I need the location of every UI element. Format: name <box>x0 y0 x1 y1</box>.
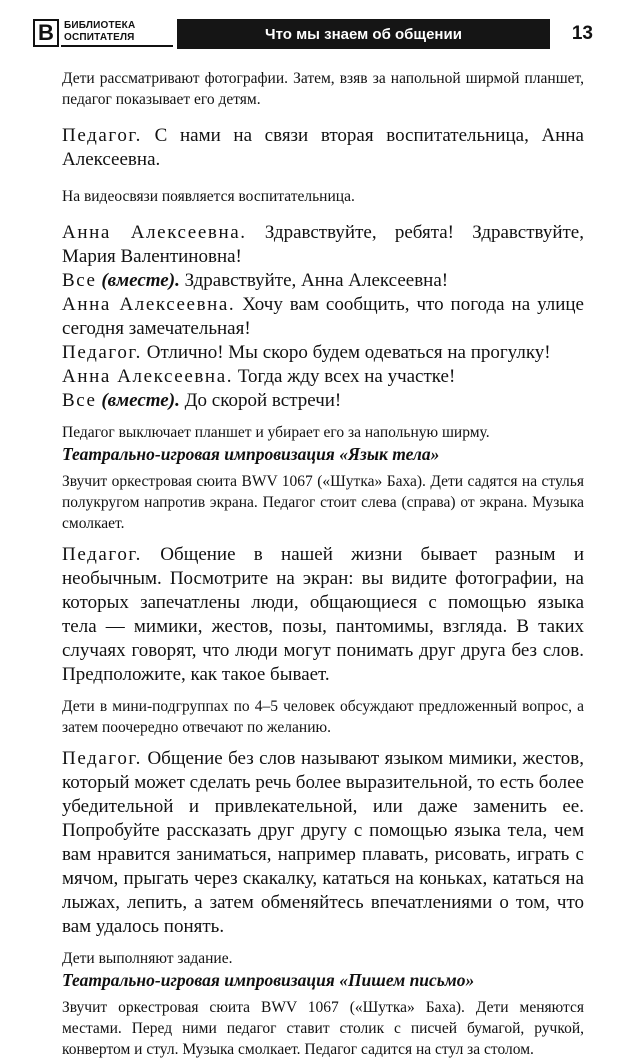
stage-direction: Звучит оркестровая сюита BWV 1067 («Шутка» Баха). Дети меняются местами. Перед ними педагог ставит столик с писчей бумагой, ручкой, конвертом и стул. Музыка смолкает. Педагог садится на стул за столом. <box>62 999 584 1058</box>
speaker-name: Анна Алексеевна. <box>62 222 247 243</box>
stage-direction: Педагог выключает планшет и убирает его за напольную ширму. <box>62 424 490 441</box>
dialogue-line <box>62 341 584 365</box>
speech-text: До скорой встречи! <box>179 390 342 411</box>
speech-text: Здравствуйте, ребята! Здравствуйте, Мария Валентиновна! <box>62 222 584 267</box>
speaker-name: Педагог. <box>62 544 143 565</box>
speaker-name: Педагог. <box>62 342 143 363</box>
logo-underline <box>61 45 173 47</box>
dialogue-line <box>62 747 584 939</box>
speaker-name: Педагог. <box>62 125 143 146</box>
speaker-name: Все <box>62 270 97 291</box>
speaker-name: Все <box>62 390 97 411</box>
speech-text: Здравствуйте, Анна Алексеевна! <box>179 270 449 291</box>
speech-remark: (вместе). <box>101 390 180 411</box>
series-logo-line1: БИБЛИОТЕКА <box>64 20 136 31</box>
dialogue-line <box>62 365 584 389</box>
dialogue-line <box>62 293 584 341</box>
dialogue-line <box>62 124 584 172</box>
dialogue-line <box>62 221 584 269</box>
speech-text: Хочу вам сообщить, что погода на улице сегодня замечательная! <box>62 294 584 339</box>
speaker-name: Педагог. <box>62 748 143 769</box>
series-logo-letter: В <box>33 19 59 47</box>
speech-text: С нами на связи вторая воспитательница, Анна Алексеевна. <box>62 125 584 170</box>
stage-direction: Дети в мини-подгруппах по 4–5 человек обсуждают предложенный вопрос, а затем поочередно отвечают по желанию. <box>62 698 584 736</box>
dialogue-line <box>62 389 584 413</box>
speaker-name: Анна Алексеевна. <box>62 294 236 315</box>
running-header <box>33 19 593 49</box>
speaker-name: Анна Алексеевна. <box>62 366 234 387</box>
dialogue-line <box>62 269 584 293</box>
chapter-title: Что мы знаем об общении <box>177 19 550 49</box>
page-number: 13 <box>571 23 593 44</box>
section-heading: Театрально-игровая импровизация «Язык тела» <box>62 444 440 464</box>
speech-remark: (вместе). <box>101 270 180 291</box>
stage-direction: На видеосвязи появляется воспитательница. <box>62 188 355 205</box>
speech-text: Общение без слов называют языком мимики, жестов, который может сделать речь более выразительной, то есть более убедительной и привлекательной, или даже заменить ее. Попробуйте рассказать друг другу с помощью языка тела, чем вам нравится заниматься, например плавать, рисовать, играть с мячом, прыгать через скакалку, кататься на коньках, кататься на лыжах, лепить, а затем обменяйтесь впечатлениями о том, что вам удалось понять. <box>62 748 584 937</box>
speech-text: Отлично! Мы скоро будем одеваться на прогулку! <box>142 342 551 363</box>
speech-text: Тогда жду всех на участке! <box>233 366 456 387</box>
speech-text: Общение в нашей жизни бывает разным и необычным. Посмотрите на экран: вы видите фотографии, на которых запечатлены люди, общающиеся с помощью языка тела — мимики, жестов, позы, пантомимы, взгляда. В таких случаях говорят, что люди могут понимать друг друга без слов. Предположите, как такое бывает. <box>62 544 584 685</box>
series-logo-text <box>64 20 135 44</box>
section-heading: Театрально-игровая импровизация «Пишем письмо» <box>62 970 475 990</box>
stage-direction: Звучит оркестровая сюита BWV 1067 («Шутка» Баха). Дети садятся на стулья полукругом напротив экрана. Педагог стоит слева (справа) от экрана. Музыка смолкает. <box>62 473 584 532</box>
dialogue-line <box>62 543 584 687</box>
stage-direction: Дети выполняют задание. <box>62 950 233 967</box>
page-body <box>62 68 584 1060</box>
stage-direction: Дети рассматривают фотографии. Затем, взяв за напольной ширмой планшет, педагог показывает его детям. <box>62 70 584 108</box>
series-logo-line2: ОСПИТАТЕЛЯ <box>64 32 135 43</box>
